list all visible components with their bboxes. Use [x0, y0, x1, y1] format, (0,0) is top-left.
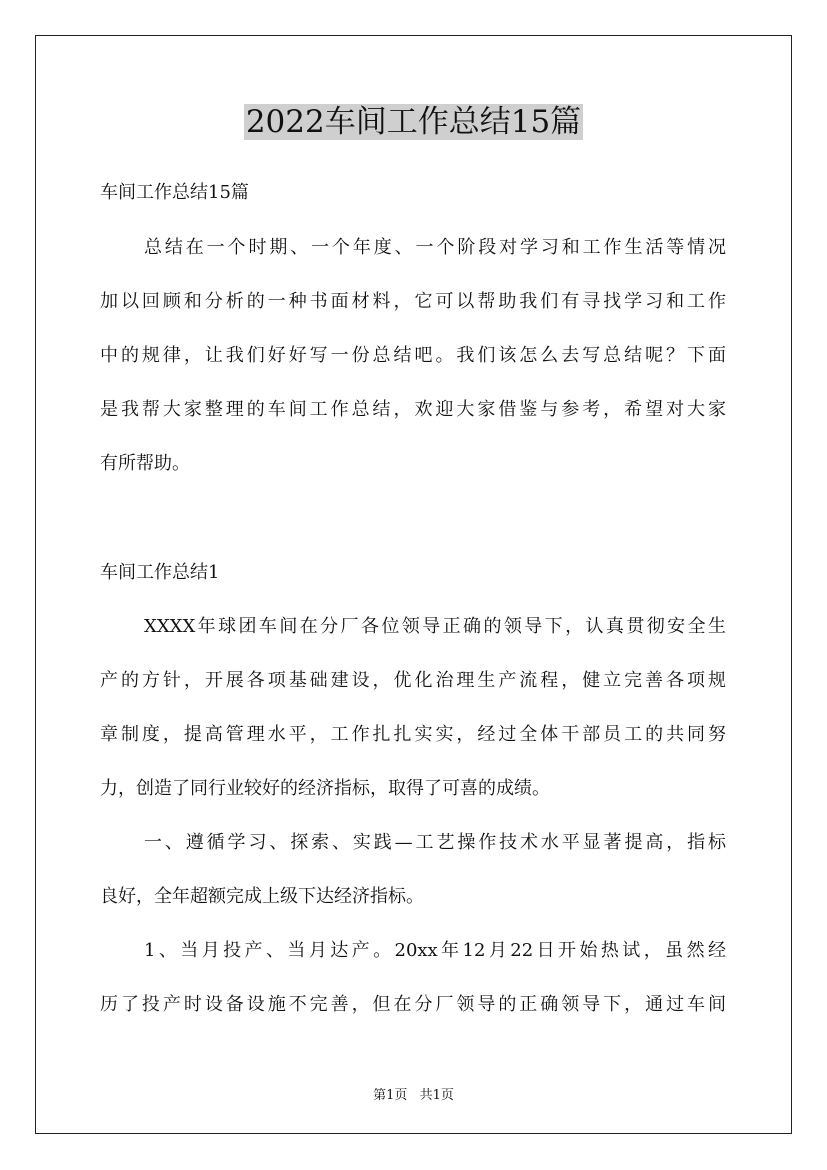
page-total: 共1页: [419, 1088, 454, 1103]
intro-line: 是我帮大家整理的车间工作总结，欢迎大家借鉴与参考，希望对大家: [100, 399, 726, 420]
paragraph-line: 1、当月投产、当月达产。20xx年12月22日开始热试，虽然经: [144, 940, 726, 961]
document-subtitle: 车间工作总结15篇: [100, 182, 249, 203]
paragraph-line: XXXX年球团车间在分厂各位领导正确的领导下，认真贯彻安全生: [144, 616, 726, 637]
paragraph-line: 力，创造了同行业较好的经济指标，取得了可喜的成绩。: [100, 778, 550, 799]
paragraph-line: 良好，全年超额完成上级下达经济指标。: [100, 886, 424, 907]
document-title: 2022车间工作总结15篇: [245, 104, 582, 140]
intro-line: 有所帮助。: [100, 453, 190, 474]
intro-line: 总结在一个时期、一个年度、一个阶段对学习和工作生活等情况: [144, 237, 726, 258]
document-title-container: [0, 102, 827, 142]
page-footer: [0, 1084, 827, 1103]
paragraph-line: 章制度，提高管理水平，工作扎扎实实，经过全体干部员工的共同努: [100, 724, 726, 745]
intro-line: 加以回顾和分析的一种书面材料，它可以帮助我们有寻找学习和工作: [100, 291, 726, 312]
paragraph-line: 一、遵循学习、探索、实践—工艺操作技术水平显著提高，指标: [144, 832, 726, 853]
paragraph-line: 历了投产时设备设施不完善，但在分厂领导的正确领导下，通过车间: [100, 994, 726, 1015]
intro-line: 中的规律，让我们好好写一份总结吧。我们该怎么去写总结呢？下面: [100, 345, 726, 366]
paragraph-line: 产的方针，开展各项基础建设，优化治理生产流程，健立完善各项规: [100, 670, 726, 691]
page-number: 第1页: [373, 1088, 408, 1103]
section-heading: 车间工作总结1: [100, 562, 220, 583]
